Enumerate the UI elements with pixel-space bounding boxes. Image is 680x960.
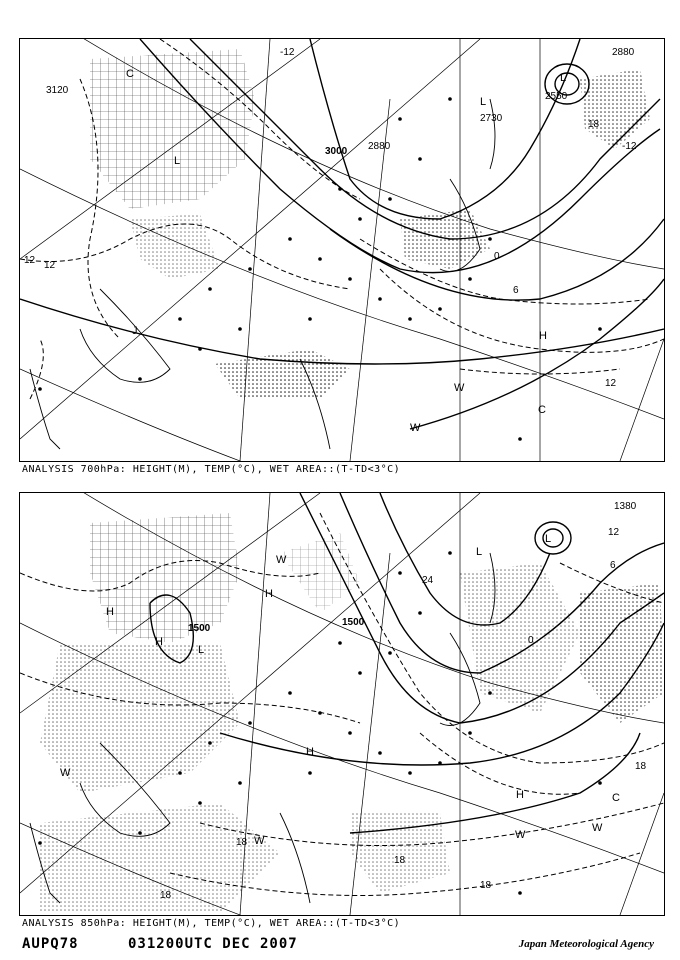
analysis-time: 031200UTC DEC 2007 [128,936,298,952]
center-symbol: L [476,546,483,558]
center-symbol: C [538,404,546,416]
center-symbol: H [155,636,163,648]
center-symbol: L [545,533,552,545]
center-symbol: W [592,822,603,834]
temp-label: 24 [422,575,434,586]
center-symbol: W [254,835,265,847]
center-symbol: L [560,72,567,84]
map-panel-700hpa [19,38,665,462]
height-label: 3000 [325,146,348,157]
panel-caption-850hpa: ANALYSIS 850hPa: HEIGHT(M), TEMP(°C), WET AREA::(T-TD<3°C) [22,918,401,929]
temp-label: 18 [635,761,647,772]
center-symbol: W [454,382,465,394]
center-symbol: H [306,746,314,758]
temp-label: -12 [622,141,637,152]
temp-label: 18 [588,119,600,130]
agency-name: Japan Meteorological Agency [518,938,654,950]
panel-caption-700hpa: ANALYSIS 700hPa: HEIGHT(M), TEMP(°C), WET AREA::(T-TD<3°C) [22,464,401,475]
center-symbol: L [198,644,205,656]
map-700hpa-canvas [20,39,664,461]
wet-area-hatch [40,513,664,913]
height-label: 2550 [545,91,568,102]
chart-code: AUPQ78 [22,936,79,952]
center-symbol: W [276,554,287,566]
height-label: 3120 [46,85,69,96]
height-label: 2880 [612,47,635,58]
center-symbol: H [265,588,273,600]
temp-label: 18 [480,880,492,891]
map-850hpa-canvas [20,493,664,915]
center-symbol: H [106,606,114,618]
center-symbol: H [539,330,547,342]
temp-label: 12 [24,255,36,266]
map-panel-850hpa [19,492,665,916]
temp-label: 12 [44,260,56,271]
temp-label: 0 [494,251,500,262]
center-symbol: W [410,422,421,434]
height-label: 1500 [188,623,211,634]
center-symbol: C [126,68,134,80]
temp-label: 6 [610,560,616,571]
center-symbol: C [612,792,620,804]
temp-label: 12 [605,378,617,389]
height-label: 1500 [342,617,365,628]
height-label: 2880 [368,141,391,152]
height-label: 2730 [480,113,503,124]
center-symbol: L [174,155,181,167]
temp-label: -12 [280,47,295,58]
center-symbol: W [515,829,526,841]
temp-label: 6 [513,285,519,296]
temp-label: 12 [608,527,620,538]
temp-label: 18 [236,837,248,848]
temp-label: 0 [528,635,534,646]
height-label: 1380 [614,501,637,512]
temp-label: 18 [160,890,172,901]
center-symbol: W [60,767,71,779]
temp-label: 18 [394,855,406,866]
center-symbol: J [132,325,138,337]
center-symbol: L [480,96,487,108]
center-symbol: H [516,789,524,801]
